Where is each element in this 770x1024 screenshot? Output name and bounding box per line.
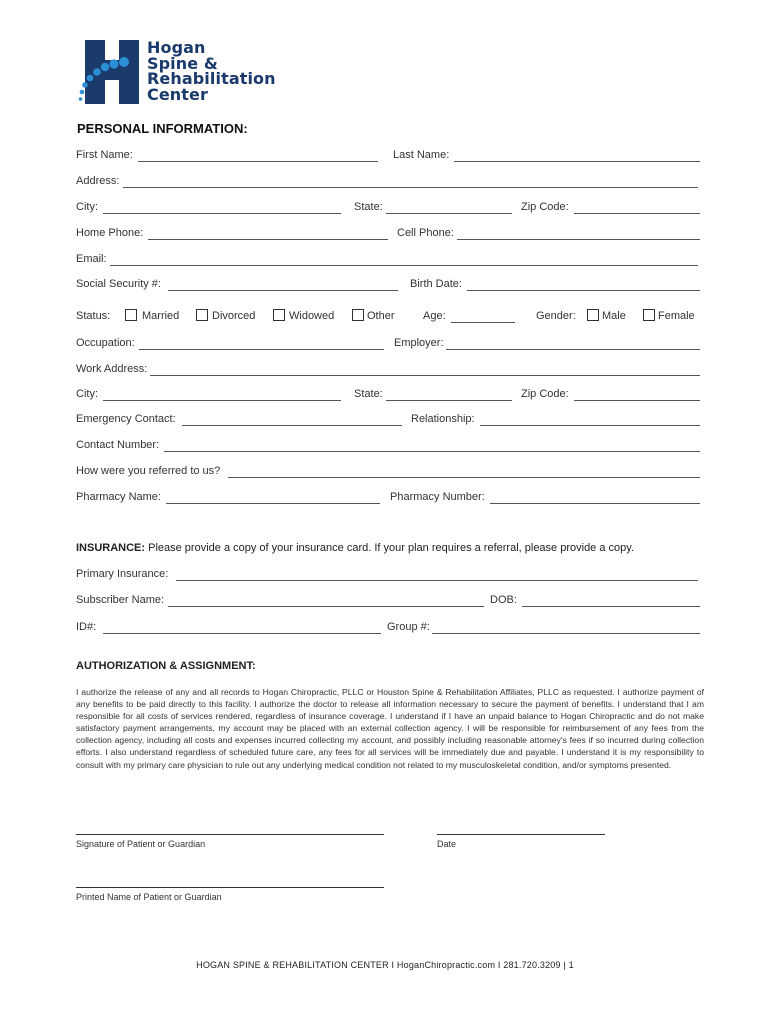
- address-row: [76, 175, 700, 191]
- pharmacy-number-field[interactable]: [490, 503, 700, 504]
- subscriber-name-field[interactable]: [168, 606, 484, 607]
- work-city-row: [76, 388, 700, 404]
- cell-phone-field[interactable]: [457, 239, 700, 240]
- email-label: Email:: [76, 253, 107, 265]
- status-row: [76, 310, 700, 326]
- clinic-logo: [78, 38, 298, 108]
- insurance-instructions: Please provide a copy of your insurance card. If your plan requires a referral, please provide a copy.: [145, 542, 635, 554]
- id-row: [76, 621, 700, 637]
- state-field[interactable]: [386, 213, 512, 214]
- work-address-row: [76, 363, 700, 379]
- work-city-label: City:: [76, 388, 98, 400]
- occupation-row: [76, 337, 700, 353]
- state-label: State:: [354, 201, 383, 213]
- dob-field[interactable]: [522, 606, 700, 607]
- name-row: [76, 149, 700, 165]
- page-footer: HOGAN SPINE & REHABILITATION CENTER I HoganChiropractic.com I 281.720.3209 | 1: [196, 960, 574, 970]
- ssn-field[interactable]: [168, 290, 398, 291]
- home-phone-field[interactable]: [148, 239, 388, 240]
- work-address-field[interactable]: [150, 375, 700, 376]
- work-state-label: State:: [354, 388, 383, 400]
- divorced-label: Divorced: [212, 310, 256, 322]
- relationship-label: Relationship:: [411, 413, 475, 425]
- birth-date-label: Birth Date:: [410, 278, 462, 290]
- male-label: Male: [602, 310, 626, 322]
- zip-field[interactable]: [574, 213, 700, 214]
- phone-row: [76, 227, 700, 243]
- logo-line-4: Center: [147, 84, 208, 104]
- printed-name-field[interactable]: [76, 887, 384, 888]
- contact-number-field[interactable]: [164, 451, 700, 452]
- pharmacy-name-label: Pharmacy Name:: [76, 491, 161, 503]
- patient-signature-field[interactable]: [76, 834, 384, 835]
- employer-label: Employer:: [394, 337, 444, 349]
- logo-line-3: Rehabilitation: [147, 69, 276, 88]
- married-checkbox[interactable]: [125, 309, 137, 321]
- first-name-label: First Name:: [76, 149, 133, 161]
- other-label: Other: [367, 310, 395, 322]
- contact-number-row: [76, 439, 700, 455]
- address-field[interactable]: [123, 187, 698, 188]
- logo-line-2: Spine &: [147, 53, 218, 73]
- last-name-field[interactable]: [454, 161, 700, 162]
- primary-insurance-label: Primary Insurance:: [76, 568, 169, 580]
- age-field[interactable]: [451, 322, 515, 323]
- status-label: Status:: [76, 310, 111, 322]
- dob-label: DOB:: [490, 594, 517, 606]
- primary-insurance-row: [76, 568, 700, 584]
- email-field[interactable]: [110, 265, 698, 266]
- date-caption: Date: [437, 839, 457, 849]
- address-label: Address:: [76, 175, 120, 187]
- authorization-text: I authorize the release of any and all records to Hogan Chiropractic, PLLC or Houston Spine & Rehabilitation Affiliates, PLLC as requested. I authorize payment of any benefits to be paid directly to this facility. I authorize the doctor to release all information necessary to secure the payment of benefits. I understand that I am responsible for all costs of services rendered, regardless of insurance coverage. I understand if I have an unpaid balance to Hogan Chiropractic and do not make satisfactory payment arrangements, my account may be placed with an external collection agency. I will be responsible for reimbursement of any fees from the collection agency, including all costs and expenses incurred collecting my account, and possibly including reasonable attorney's fees if so incurred during collection efforts. I also understand regardless of scheduled future care, any fees for all services will be immediately due and payable. I understand it is my responsibility to consult with my primary care physician to rule out any underlying medical condition not related to my musculoskeletal condition, and/or symptoms presented.: [76, 687, 704, 770]
- work-zip-label: Zip Code:: [521, 388, 569, 400]
- pharmacy-number-label: Pharmacy Number:: [390, 491, 485, 503]
- primary-insurance-field[interactable]: [176, 580, 698, 581]
- zip-label: Zip Code:: [521, 201, 569, 213]
- female-checkbox[interactable]: [643, 309, 655, 321]
- logo-wordmark: [147, 40, 276, 102]
- work-zip-field[interactable]: [574, 400, 700, 401]
- work-city-field[interactable]: [103, 400, 341, 401]
- printed-name-caption: Printed Name of Patient or Guardian: [76, 892, 222, 902]
- group-field[interactable]: [432, 633, 700, 634]
- occupation-label: Occupation:: [76, 337, 135, 349]
- home-phone-label: Home Phone:: [76, 227, 144, 239]
- city-label: City:: [76, 201, 98, 213]
- insurance-title: INSURANCE:: [76, 542, 146, 554]
- first-name-field[interactable]: [138, 161, 378, 162]
- personal-info-heading: PERSONAL INFORMATION:: [77, 121, 248, 136]
- female-label: Female: [658, 310, 695, 322]
- group-label: Group #:: [387, 621, 430, 633]
- subscriber-row: [76, 594, 700, 610]
- id-field[interactable]: [103, 633, 381, 634]
- patient-signature-caption: Signature of Patient or Guardian: [76, 839, 206, 849]
- contact-number-label: Contact Number:: [76, 439, 160, 451]
- ssn-row: [76, 278, 700, 294]
- logo-h-mark-icon: [78, 38, 144, 108]
- referral-field[interactable]: [228, 477, 700, 478]
- pharmacy-name-field[interactable]: [166, 503, 380, 504]
- last-name-label: Last Name:: [393, 149, 450, 161]
- cell-phone-label: Cell Phone:: [397, 227, 454, 239]
- insurance-heading: [76, 542, 634, 554]
- referral-row: [76, 465, 700, 481]
- widowed-label: Widowed: [289, 310, 335, 322]
- relationship-field[interactable]: [480, 425, 700, 426]
- gender-label: Gender:: [536, 310, 576, 322]
- work-address-label: Work Address:: [76, 363, 148, 375]
- occupation-field[interactable]: [139, 349, 384, 350]
- emergency-contact-label: Emergency Contact:: [76, 413, 176, 425]
- city-row: [76, 201, 700, 217]
- pharmacy-row: [76, 491, 700, 507]
- id-label: ID#:: [76, 621, 97, 633]
- referral-label: How were you referred to us?: [76, 465, 221, 477]
- birth-date-field[interactable]: [467, 290, 700, 291]
- subscriber-name-label: Subscriber Name:: [76, 594, 165, 606]
- married-label: Married: [142, 310, 180, 322]
- male-checkbox[interactable]: [587, 309, 599, 321]
- other-checkbox[interactable]: [352, 309, 364, 321]
- age-label: Age:: [423, 310, 446, 322]
- work-state-field[interactable]: [386, 400, 512, 401]
- authorization-heading: AUTHORIZATION & ASSIGNMENT:: [76, 660, 256, 672]
- city-field[interactable]: [103, 213, 341, 214]
- logo-line-1: Hogan: [147, 38, 206, 57]
- date-field[interactable]: [437, 834, 605, 835]
- emergency-row: [76, 413, 700, 429]
- divorced-checkbox[interactable]: [196, 309, 208, 321]
- employer-field[interactable]: [446, 349, 700, 350]
- ssn-label: Social Security #:: [76, 278, 161, 290]
- emergency-contact-field[interactable]: [182, 425, 402, 426]
- email-row: [76, 253, 700, 269]
- widowed-checkbox[interactable]: [273, 309, 285, 321]
